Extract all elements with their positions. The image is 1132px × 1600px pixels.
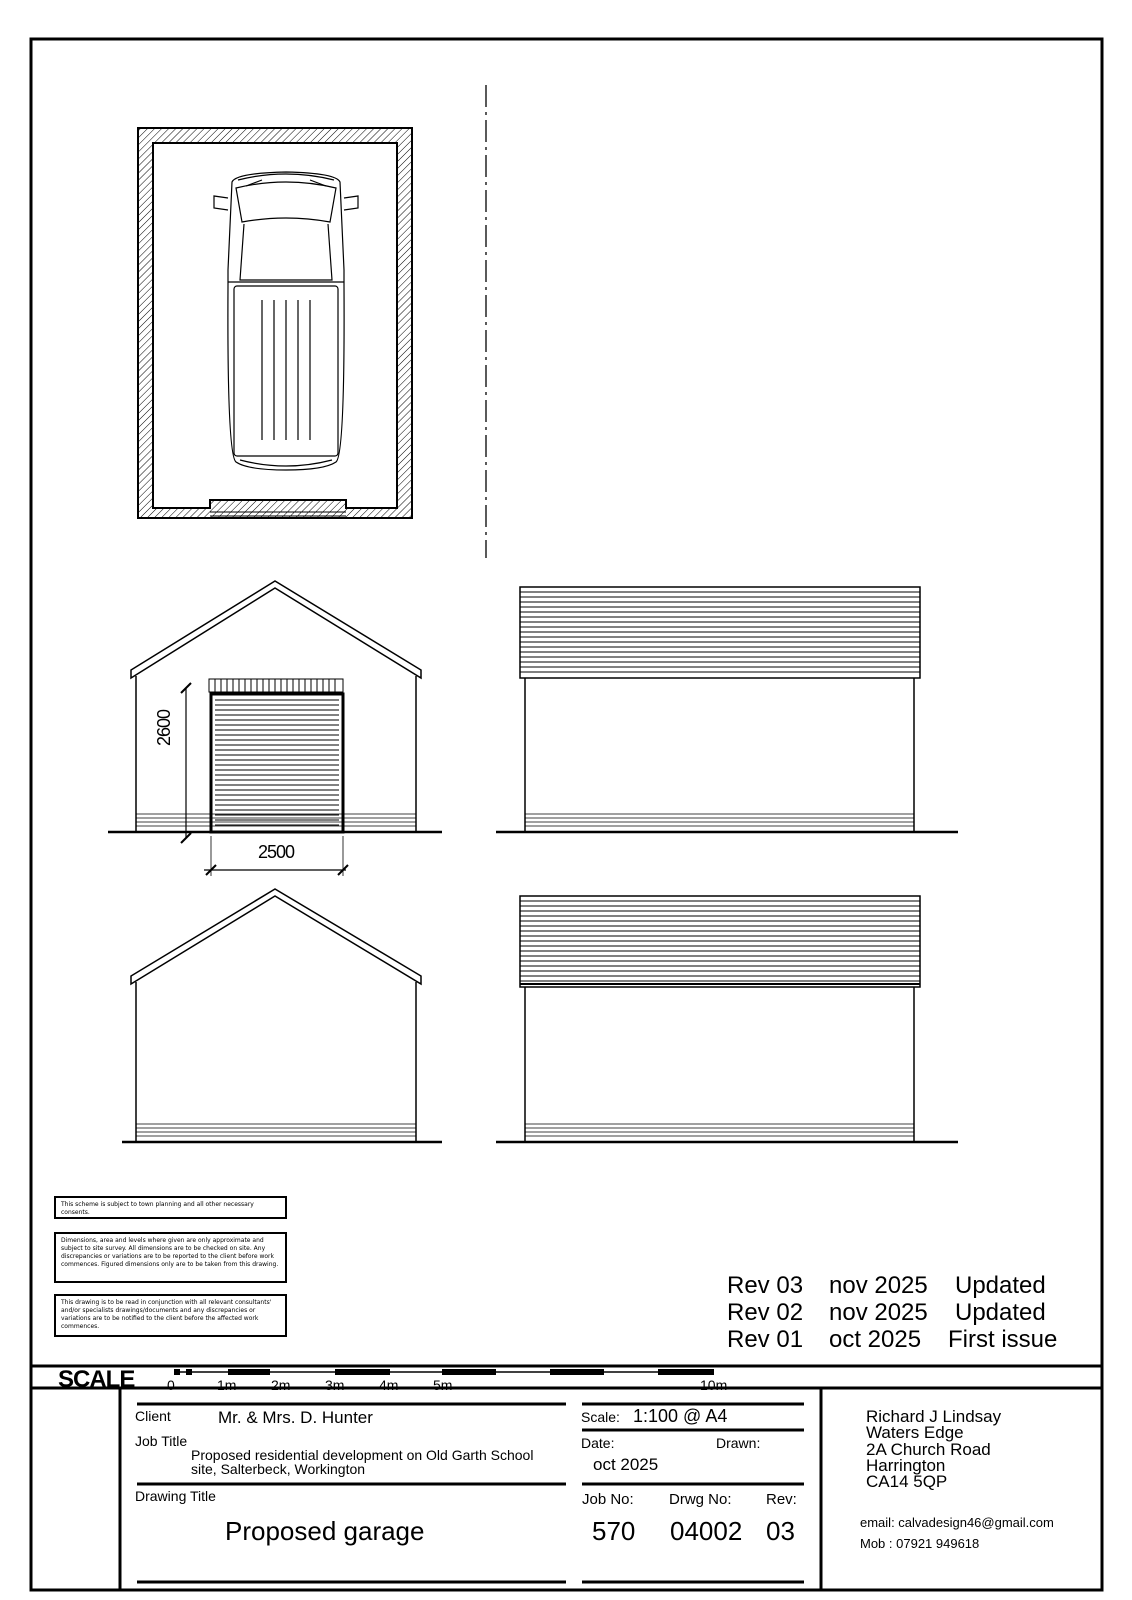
revision-rev: Rev 01 xyxy=(727,1326,804,1353)
revision-date: nov 2025 xyxy=(829,1299,928,1326)
side-elevation-2 xyxy=(496,896,958,1142)
revision-date: nov 2025 xyxy=(829,1272,928,1299)
scale-title: SCALE xyxy=(58,1366,135,1393)
rear-elevation xyxy=(122,889,442,1142)
note-consultants xyxy=(54,1294,287,1337)
drawn-label: Drawn: xyxy=(716,1435,761,1451)
note-town-planning xyxy=(54,1196,287,1219)
rev-value: 03 xyxy=(766,1516,795,1546)
date-value: oct 2025 xyxy=(593,1455,659,1474)
job-title-line-1: Proposed residential development on Old Garth School xyxy=(191,1447,534,1463)
scale-tick: 2m xyxy=(271,1377,291,1393)
designer-name: Richard J Lindsay xyxy=(866,1407,1002,1426)
drawing-title: Proposed garage xyxy=(225,1516,425,1546)
scale-tick: 3m xyxy=(325,1377,345,1393)
dimension-width: 2500 xyxy=(258,842,295,862)
sheet-border xyxy=(31,39,1102,1590)
designer-address-line: Harrington xyxy=(866,1456,946,1475)
scale-value: 1:100 @ A4 xyxy=(633,1406,728,1426)
designer-address-line: CA14 5QP xyxy=(866,1472,948,1491)
job-no-value: 570 xyxy=(592,1516,636,1546)
scale-tick: 5m xyxy=(433,1377,453,1393)
job-title-label: Job Title xyxy=(135,1433,188,1449)
client-value: Mr. & Mrs. D. Hunter xyxy=(218,1408,373,1427)
note-dimensions xyxy=(54,1232,287,1283)
drwg-no-label: Drwg No: xyxy=(669,1491,732,1508)
note-text: This scheme is subject to town planning and all other necessary consents. xyxy=(61,1201,254,1217)
scale-tick: 4m xyxy=(379,1377,399,1393)
scale-label: Scale: xyxy=(581,1409,620,1425)
job-no-label: Job No: xyxy=(582,1491,634,1508)
drawing-title-label: Drawing Title xyxy=(135,1488,216,1504)
designer-address-line: Waters Edge xyxy=(866,1423,964,1442)
car-top-view xyxy=(214,172,358,470)
revision-desc: Updated xyxy=(955,1299,1046,1326)
date-label: Date: xyxy=(581,1435,615,1451)
dimension-height: 2600 xyxy=(154,709,174,746)
job-title-line-2: site, Salterbeck, Workington xyxy=(191,1461,366,1477)
scale-tick: 0 xyxy=(167,1377,175,1393)
designer-mobile: Mob : 07921 949618 xyxy=(860,1536,980,1551)
revision-desc: Updated xyxy=(955,1272,1046,1299)
rev-label: Rev: xyxy=(766,1491,797,1508)
drwg-no-value: 04002 xyxy=(670,1516,743,1546)
designer-email[interactable]: email: calvadesign46@gmail.com xyxy=(860,1515,1054,1530)
note-text: This drawing is to be read in conjunction with all relevant consultants' and/or specialists drawings/documents and any discrepancies or variations are to be notified to the client before the affected work commences. xyxy=(61,1299,272,1331)
revision-rev: Rev 03 xyxy=(727,1272,804,1299)
revision-desc: First issue xyxy=(948,1326,1058,1353)
scale-bar-strip xyxy=(31,1366,1102,1388)
revision-date: oct 2025 xyxy=(829,1326,922,1353)
scale-tick: 1m xyxy=(217,1377,237,1393)
revision-rev: Rev 02 xyxy=(727,1299,804,1326)
client-label: Client xyxy=(135,1408,171,1424)
designer-address-line: 2A Church Road xyxy=(866,1440,991,1459)
side-elevation-1 xyxy=(496,587,958,832)
garage-plan xyxy=(138,128,412,518)
scale-tick: 10m xyxy=(700,1377,728,1393)
note-text: Dimensions, area and levels where given are only approximate and subject to site survey. All dimensions are to be checked on site. Any discrepancies or variations are to be reported to the client before work commences. Figured dimensions only are to be taken from this drawing. xyxy=(61,1237,279,1269)
